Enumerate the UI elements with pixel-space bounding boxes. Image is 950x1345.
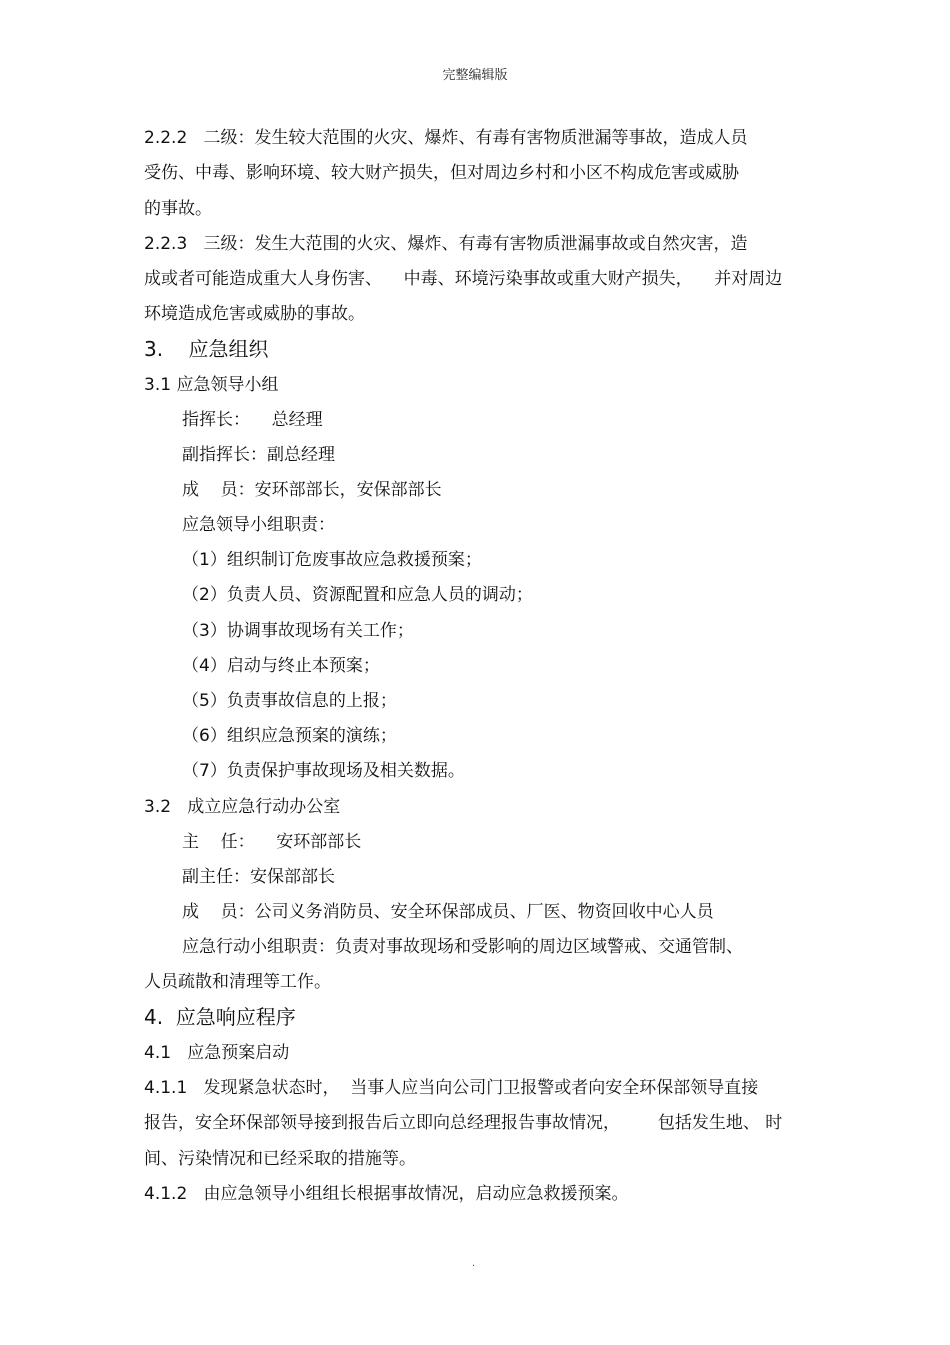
heading-4-1: 4.1 应急预案启动 [144,1043,290,1063]
duty-item: （2）负责人员、资源配置和应急人员的调动； [182,585,533,605]
heading-4: 4. 应急响应程序 [144,1005,296,1029]
section-4-1-1-line-3: 间、污染情况和已经采取的措施等。 [144,1149,416,1169]
duty-item: （7）负责保护事故现场及相关数据。 [182,761,465,781]
section-2-2-2-line-1: 2.2.2 二级：发生较大范围的火灾、爆炸、有毒有害物质泄漏等事故，造成人员 [144,128,748,148]
commander-line: 指挥长： 总经理 [182,410,323,430]
duty-item: （3）协调事故现场有关工作； [182,621,414,641]
duties-title: 应急领导小组职责： [182,515,335,535]
heading-3-2: 3.2 成立应急行动办公室 [144,797,341,817]
office-members-line: 成 员：公司义务消防员、安全环保部成员、厂医、物资回收中心人员 [182,902,714,922]
section-4-1-2-line-1: 4.1.2 由应急领导小组组长根据事故情况，启动应急救援预案。 [144,1184,629,1204]
office-duty-line-1: 应急行动小组职责：负责对事故现场和受影响的周边区域警戒、交通管制、 [182,937,743,957]
heading-3-1: 3.1 应急领导小组 [144,375,279,395]
section-2-2-3-line-1: 2.2.3 三级：发生大范围的火灾、爆炸、有毒有害物质泄漏事故或自然灾害，造 [144,234,748,254]
duty-item: （6）组织应急预案的演练； [182,726,397,746]
duty-item: （4）启动与终止本预案； [182,656,380,676]
vice-director-line: 副主任：安保部部长 [182,867,335,887]
vice-commander-line: 副指挥长：副总经理 [182,445,335,465]
footer-dot: . [472,1258,476,1269]
duty-item: （1）组织制订危废事故应急救援预案； [182,550,482,570]
section-2-2-3-line-3: 环境造成危害或威胁的事故。 [144,304,365,324]
page-header: 完整编辑版 [442,68,508,83]
section-2-2-2-line-3: 的事故。 [144,199,212,219]
director-line: 主 任： 安环部部长 [182,832,362,852]
heading-3: 3. 应急组织 [144,337,269,361]
office-duty-line-2: 人员疏散和清理等工作。 [144,972,331,992]
section-2-2-3-line-2: 成或者可能造成重大人身伤害、 中毒、环境污染事故或重大财产损失， 并对周边 [144,269,783,289]
duty-item: （5）负责事故信息的上报； [182,691,397,711]
section-4-1-1-line-1: 4.1.1 发现紧急状态时， 当事人应当向公司门卫报警或者向安全环保部领导直接 [144,1078,759,1098]
section-4-1-1-line-2: 报告，安全环保部领导接到报告后立即向总经理报告事故情况， 包括发生地、 时 [144,1113,783,1133]
members-line: 成 员：安环部部长，安保部部长 [182,480,442,500]
section-2-2-2-line-2: 受伤、中毒、影响环境、较大财产损失，但对周边乡村和小区不构成危害或威胁 [144,163,739,183]
